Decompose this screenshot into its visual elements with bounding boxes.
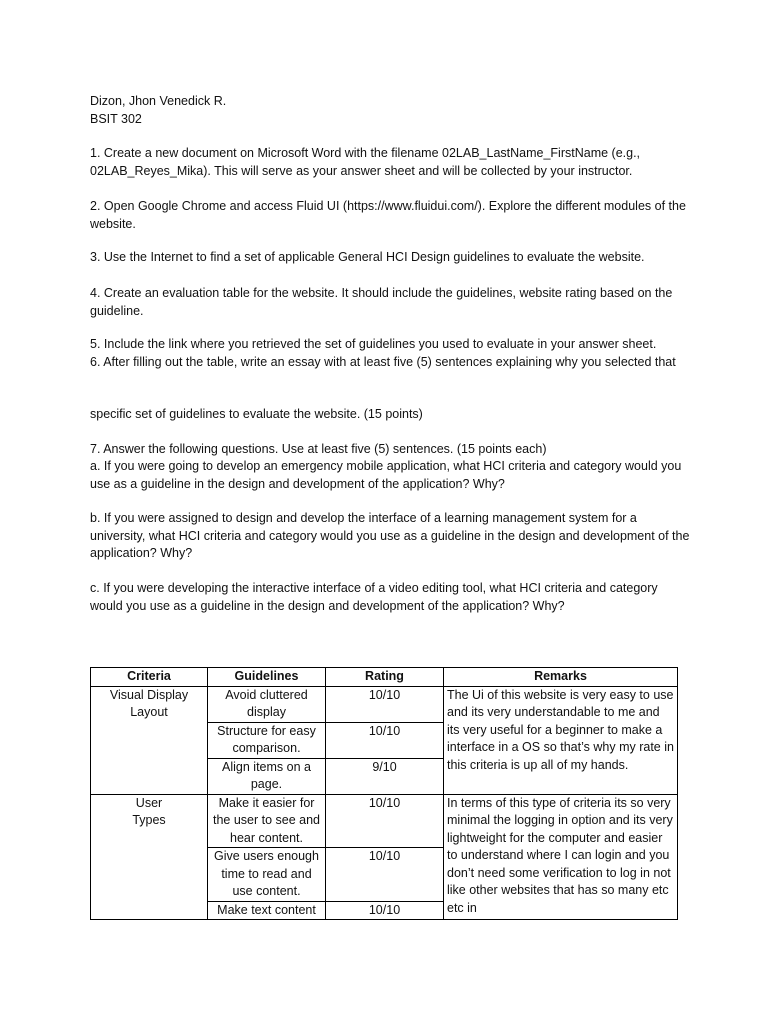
criteria-line: User [135, 795, 163, 810]
criteria-line: Types [132, 813, 166, 827]
header-rating: Rating [326, 668, 444, 687]
question-7a: a. If you were going to develop an emergency mobile application, what HCI criteria and category would you use as a guideline in the design and development of the application? Why? [90, 459, 682, 491]
criteria-cell [91, 794, 208, 920]
instruction-2: 2. Open Google Chrome and access Fluid UI (https://www.fluidui.com/). Explore the different modules of the website. [90, 199, 686, 231]
question-7c: c. If you were developing the interactive interface of a video editing tool, what HCI criteria and category would you use as a guideline in the design and development of the application? Why? [90, 581, 658, 613]
guideline-cell: Avoid cluttered display [208, 686, 326, 722]
header-guidelines: Guidelines [208, 668, 326, 687]
rating-cell: 10/10 [326, 686, 444, 722]
question-7b: b. If you were assigned to design and develop the interface of a learning management system for a university, what HCI criteria and category would you use as a guideline in the design and development of the application? Why? [90, 511, 690, 560]
student-name: Dizon, Jhon Venedick R. [90, 94, 227, 108]
evaluation-table [90, 667, 678, 920]
instruction-4: 4. Create an evaluation table for the website. It should include the guidelines, website rating based on the guideline. [90, 286, 673, 318]
guideline-cell: Align items on a page. [208, 758, 326, 794]
rating-cell: 9/10 [326, 758, 444, 794]
instruction-6-part1: 6. After filling out the table, write an essay with at least five (5) sentences explaining why you selected that [90, 355, 676, 369]
instruction-5: 5. Include the link where you retrieved the set of guidelines you used to evaluate in your answer sheet. [90, 337, 657, 351]
table-header-row [91, 668, 678, 687]
table-row [91, 686, 678, 722]
guideline-cell: Make text content [208, 901, 326, 920]
header-criteria: Criteria [91, 668, 208, 687]
remarks-cell: The Ui of this website is very easy to use and its very understandable to me and its very useful for a beginner to make a interface in a OS so that’s why my rate in this criteria is up all of my hands. [444, 686, 678, 794]
rating-cell: 10/10 [326, 794, 444, 848]
guideline-cell: Structure for easy comparison. [208, 722, 326, 758]
student-section: BSIT 302 [90, 112, 142, 126]
instruction-7: 7. Answer the following questions. Use at least five (5) sentences. (15 points each) [90, 442, 547, 456]
rating-cell: 10/10 [326, 848, 444, 902]
instruction-6-part2: specific set of guidelines to evaluate the website. (15 points) [90, 407, 423, 421]
table-row [91, 794, 678, 848]
instruction-1: 1. Create a new document on Microsoft Word with the filename 02LAB_LastName_FirstName (e.g., 02LAB_Reyes_Mika). This will serve as your answer sheet and will be collected by your instructor. [90, 146, 641, 178]
rating-cell: 10/10 [326, 901, 444, 920]
instruction-3: 3. Use the Internet to find a set of applicable General HCI Design guidelines to evaluate the website. [90, 250, 645, 264]
guideline-cell: Give users enough time to read and use content. [208, 848, 326, 902]
rating-cell: 10/10 [326, 722, 444, 758]
guideline-cell: Make it easier for the user to see and hear content. [208, 794, 326, 848]
header-remarks: Remarks [444, 668, 678, 687]
criteria-cell: Visual Display Layout [91, 686, 208, 794]
remarks-cell: In terms of this type of criteria its so very minimal the logging in option and its very lightweight for the computer and easier to understand where I can login and you don’t need some verification to log in not like other websites that has so many etc etc in [444, 794, 678, 920]
